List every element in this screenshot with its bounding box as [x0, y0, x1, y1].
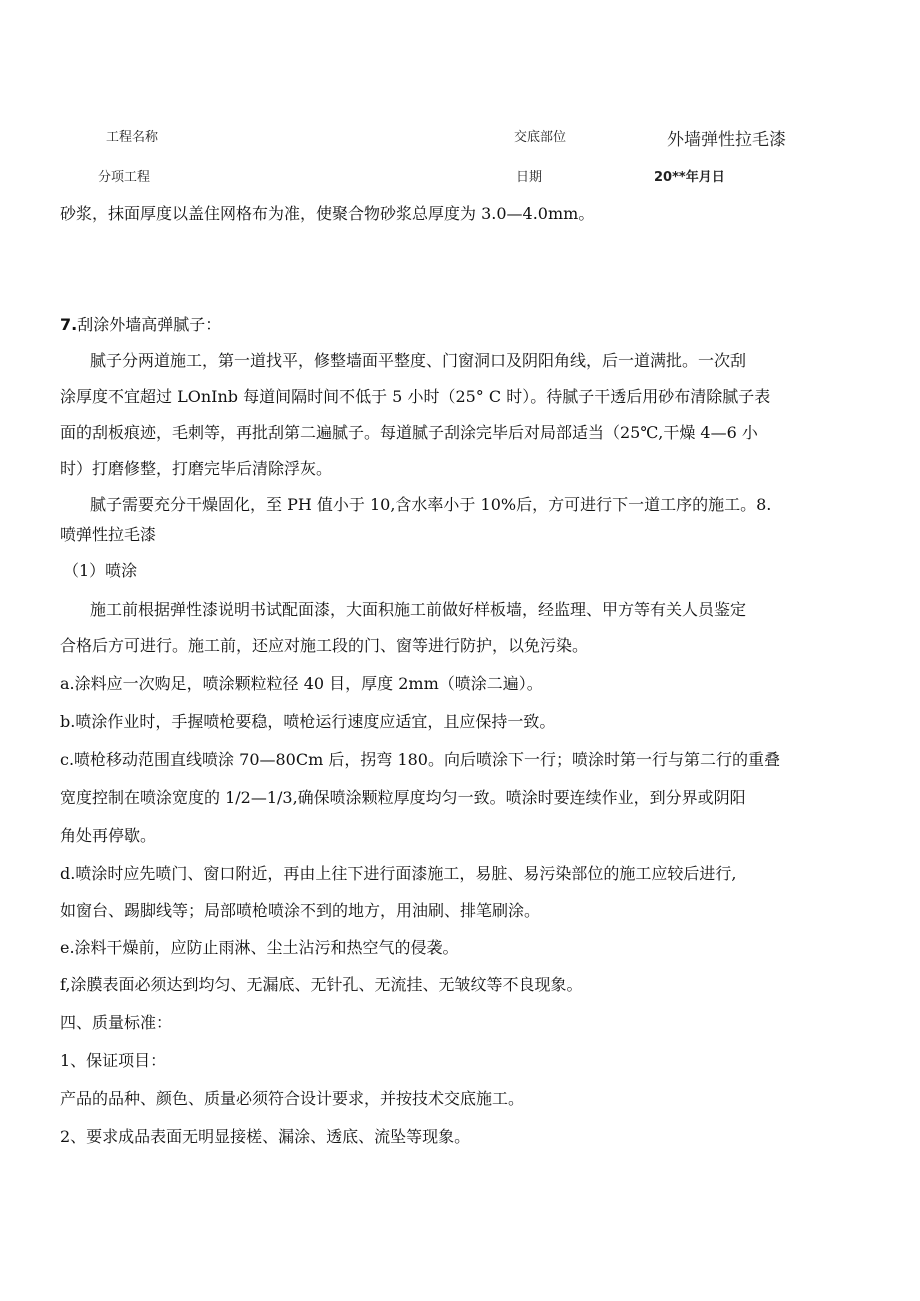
body-line: 腻子分两道施工，第一道找平，修整墙面平整度、门窗洞口及阴阳角线，后一道满批。一次刮	[90, 351, 747, 370]
body-line: e.涂料干燥前，应防止雨淋、尘土沾污和热空气的侵袭。	[60, 938, 459, 957]
body-line: 四、质量标准：	[60, 1013, 173, 1032]
body-line: c.喷枪移动范围直线喷涂 70—80Cm 后，拐弯 180。向后喷涂下一行；喷涂时第一行与第二行的重叠	[60, 750, 780, 769]
project-name-label: 工程名称	[106, 130, 159, 145]
body-line: 宽度控制在喷涂宽度的 1/2—1/3,确保喷涂颗粒厚度均匀一致。喷涂时要连续作业，到分界或阴阳	[60, 788, 746, 807]
body-line: 砂浆，抹面厚度以盖住网格布为准，使聚合物砂浆总厚度为 3.0—4.0mm。	[60, 204, 595, 223]
body-line: 产品的品种、颜色、质量必须符合设计要求，并按技术交底施工。	[60, 1089, 525, 1108]
body-line: （1）喷涂	[63, 561, 138, 580]
body-line: 腻子需要充分干燥固化，至 PH 值小于 10,含水率小于 10%后，方可进行下一道工序的施工。8.	[90, 495, 772, 514]
body-line: 1、保证项目：	[60, 1051, 167, 1070]
body-line: d.喷涂时应先喷门、窗口附近，再由上往下进行面漆施工，易脏、易污染部位的施工应较后进行,	[60, 864, 737, 883]
section-heading	[60, 312, 860, 335]
body-line: a.涂料应一次购足，喷涂颗粒粒径 40 目，厚度 2mm（喷涂二遍）。	[60, 674, 543, 693]
date-value: 20**年月日	[654, 170, 725, 185]
section-title: 刮涂外墙高弹腻子：	[77, 315, 222, 334]
body-line: 角处再停歇。	[60, 826, 157, 845]
body-line: 面的刮板痕迹，毛刺等，再批刮第二遍腻子。每道腻子刮涂完毕后对局部适当（25℃,干燥 4—6 小	[60, 423, 758, 442]
body-line: 涂厚度不宜超过 LOnInb 每道间隔时间不低于 5 小时（25° C 时）。待腻子干透后用砂布清除腻子表	[60, 387, 771, 406]
location-value: 外墙弹性拉毛漆	[667, 130, 786, 150]
location-label: 交底部位	[514, 130, 567, 145]
body-line: 喷弹性拉毛漆	[60, 525, 157, 544]
section-number: 7.	[60, 315, 78, 334]
body-line: 时）打磨修整，打磨完毕后清除浮灰。	[60, 459, 333, 478]
date-label: 日期	[516, 170, 543, 185]
body-line: 施工前根据弹性漆说明书试配面漆，大面积施工前做好样板墙，经监理、甲方等有关人员鉴定	[90, 600, 747, 619]
body-line: 2、要求成品表面无明显接槎、漏涂、透底、流坠等现象。	[60, 1127, 471, 1146]
body-line: f,涂膜表面必须达到均匀、无漏底、无针孔、无流挂、无皱纹等不良现象。	[60, 975, 583, 994]
body-line: b.喷涂作业时，手握喷枪要稳，喷枪运行速度应适宜，且应保持一致。	[60, 712, 556, 731]
body-line: 合格后方可进行。施工前，还应对施工段的门、窗等进行防护，以免污染。	[60, 636, 589, 655]
subitem-label: 分项工程	[98, 170, 151, 185]
body-line: 如窗台、踢脚线等；局部喷枪喷涂不到的地方，用油刷、排笔刷涂。	[60, 901, 541, 920]
